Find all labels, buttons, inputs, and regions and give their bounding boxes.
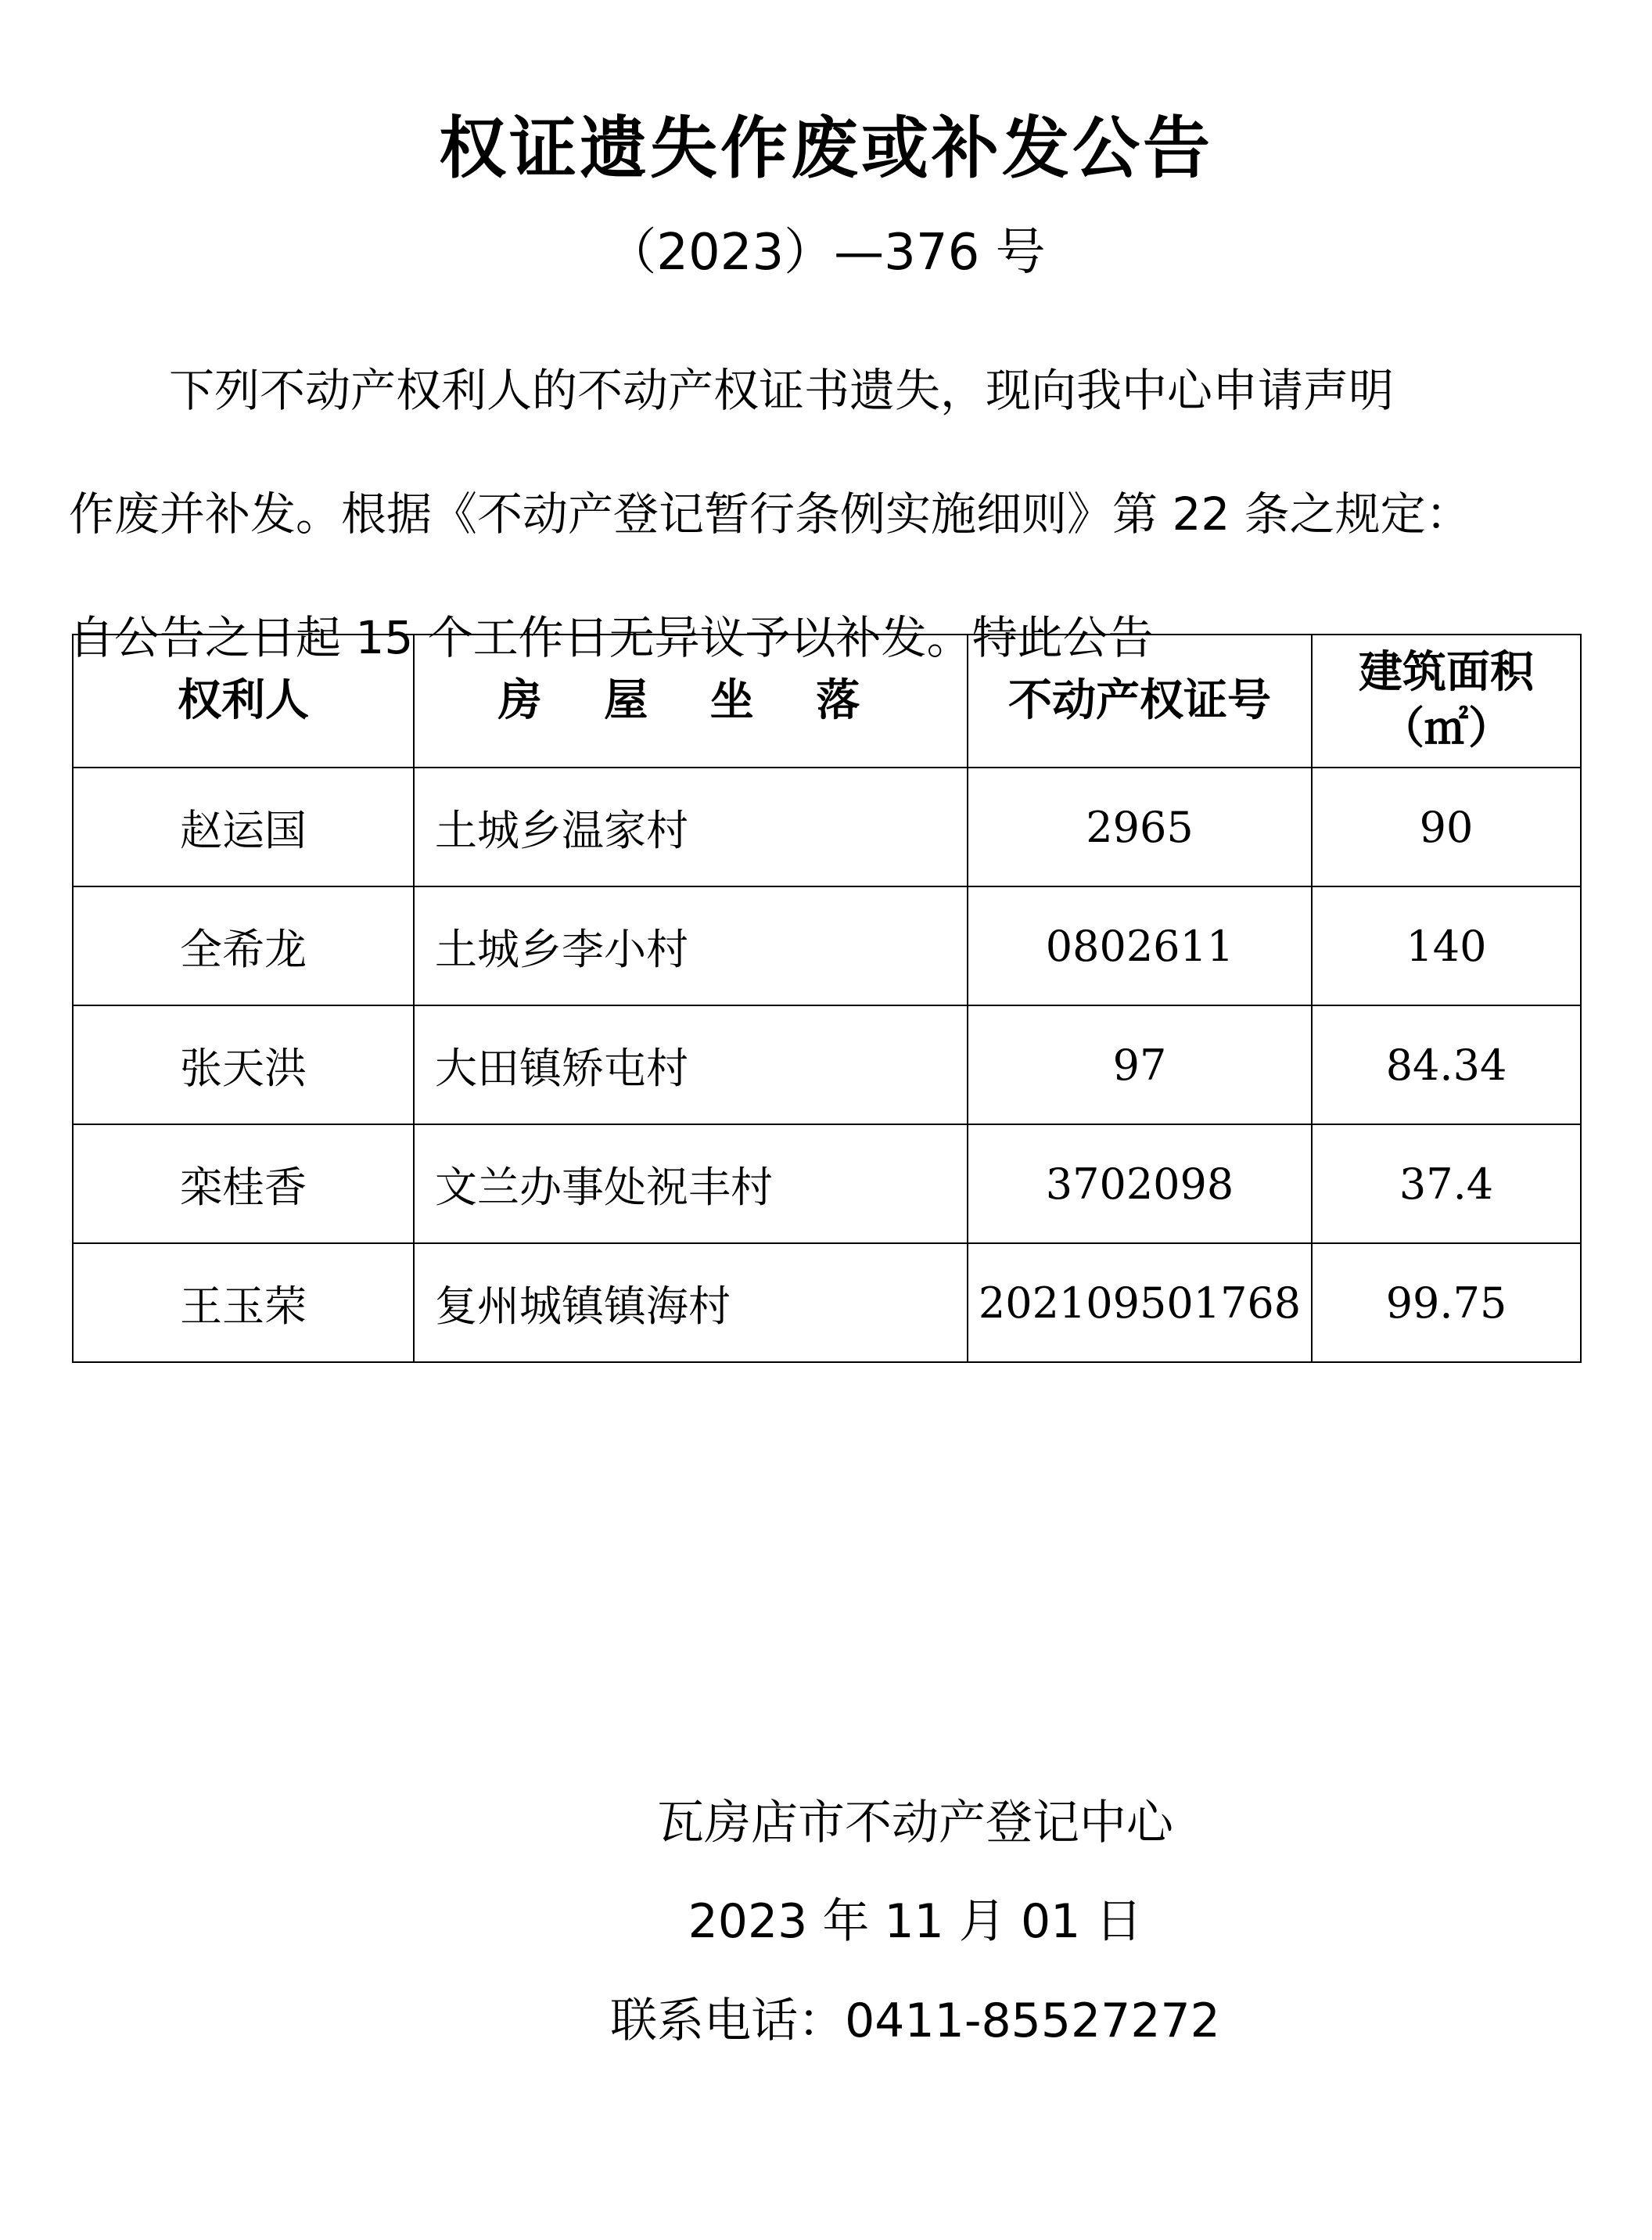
table-row	[73, 768, 1581, 886]
header-cert-no: 不动产权证号	[968, 635, 1312, 768]
table-header-row	[73, 635, 1581, 768]
notice-title: 权证遗失作废或补发公告	[439, 110, 1213, 188]
issue-date: 2023 年 11 月 01 日	[688, 1894, 1143, 1949]
cell-area: 37.4	[1312, 1124, 1581, 1243]
table-row	[73, 886, 1581, 1005]
cell-holder: 王玉荣	[73, 1243, 414, 1362]
cell-holder: 张天洪	[73, 1005, 414, 1124]
cell-cert-no: 2965	[968, 768, 1312, 886]
cell-cert-no: 202109501768	[968, 1243, 1312, 1362]
header-area-unit: （㎡）	[1381, 703, 1512, 754]
records-table	[72, 634, 1582, 1363]
cell-location: 文兰办事处祝丰村	[414, 1124, 968, 1243]
cell-holder: 赵运国	[73, 768, 414, 886]
header-location	[414, 635, 968, 768]
cell-holder: 全希龙	[73, 886, 414, 1005]
cell-area: 84.34	[1312, 1005, 1581, 1124]
cell-location: 大田镇矫屯村	[414, 1005, 968, 1124]
header-area-label: 建筑面积	[1359, 647, 1534, 698]
intro-line: 自公告之日起 15 个工作日无异议予以补发。特此公告	[69, 611, 1154, 664]
table-row	[73, 1005, 1581, 1124]
header-holder: 权利人	[73, 635, 414, 768]
header-area	[1312, 635, 1581, 768]
cell-area: 99.75	[1312, 1243, 1581, 1362]
cell-area: 140	[1312, 886, 1581, 1005]
contact-phone: 联系电话：0411-85527272	[610, 1994, 1220, 2048]
cell-cert-no: 3702098	[968, 1124, 1312, 1243]
header-location-label: 房 屋 坐 落	[497, 675, 884, 726]
issuing-organization: 瓦房店市不动产登记中心	[657, 1796, 1173, 1850]
cell-location: 土城乡温家村	[414, 768, 968, 886]
notice-number: （2023）—376 号	[606, 224, 1046, 282]
cell-cert-no: 97	[968, 1005, 1312, 1124]
cell-cert-no: 0802611	[968, 886, 1312, 1005]
table-row	[73, 1124, 1581, 1243]
cell-holder: 栾桂香	[73, 1124, 414, 1243]
intro-line: 作废并补发。根据《不动产登记暂行条例实施细则》第 22 条之规定：	[69, 487, 1471, 541]
cell-location: 复州城镇镇海村	[414, 1243, 968, 1362]
cell-area: 90	[1312, 768, 1581, 886]
intro-line: 下列不动产权利人的不动产权证书遗失，现向我中心申请声明	[169, 364, 1395, 417]
cell-location: 土城乡李小村	[414, 886, 968, 1005]
table-row	[73, 1243, 1581, 1362]
